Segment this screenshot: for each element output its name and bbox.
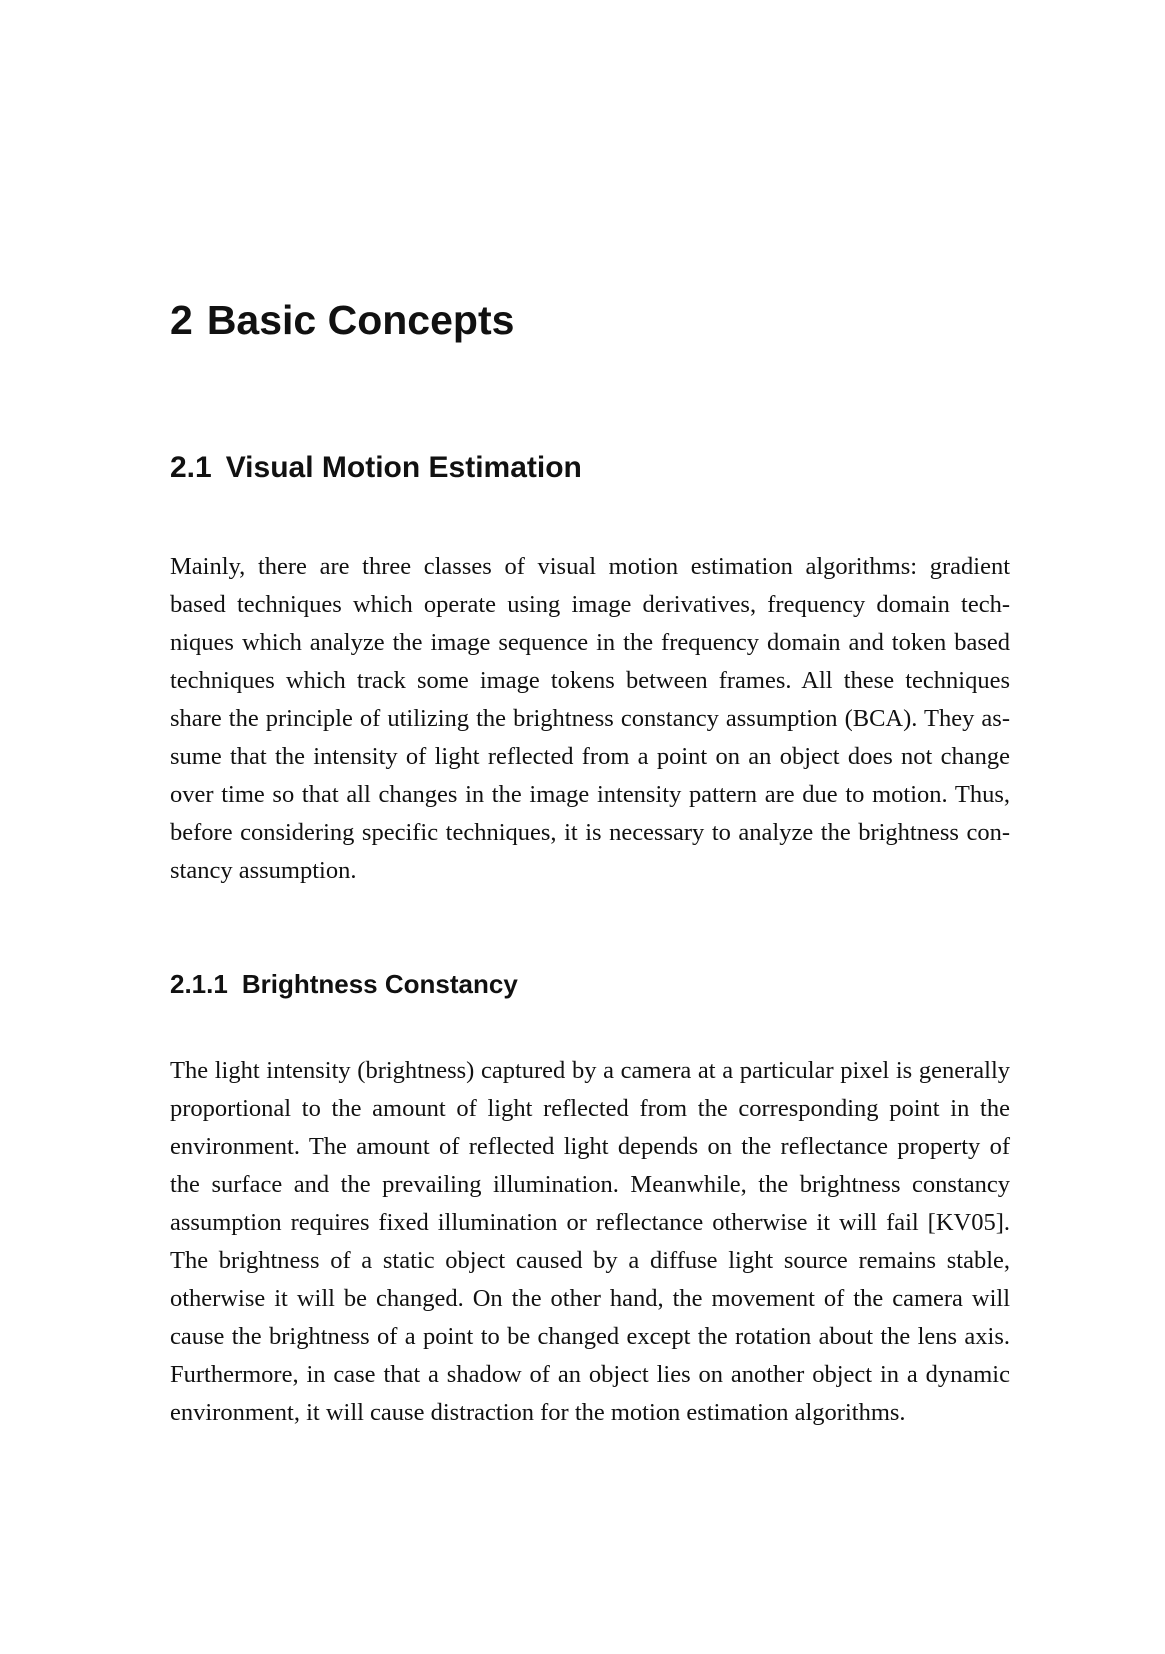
paragraph-brightness xyxy=(170,1052,1010,1432)
chapter-number: 2 xyxy=(170,297,193,343)
section-number: 2.1 xyxy=(170,451,212,484)
paragraph-line: based techniques which operate using image derivatives, frequency domain tech- xyxy=(170,591,1010,618)
paragraph-line: otherwise it will be changed. On the other hand, the movement of the camera will xyxy=(170,1285,1010,1312)
paragraph-line: Mainly, there are three classes of visual motion estimation algorithms: gradient xyxy=(170,553,1010,580)
section-heading xyxy=(170,448,582,488)
section-title-text: Visual Motion Estimation xyxy=(225,451,582,484)
paragraph-line: proportional to the amount of light reflected from the corresponding point in the xyxy=(170,1095,1010,1122)
paragraph-line: techniques which track some image tokens between frames. All these techniques xyxy=(170,667,1010,694)
paragraph-line: The brightness of a static object caused by a diffuse light source remains stable, xyxy=(170,1247,1010,1274)
paragraph-line: The light intensity (brightness) captured by a camera at a particular pixel is generally xyxy=(170,1057,1010,1084)
chapter-title-text: Basic Concepts xyxy=(206,297,515,343)
paragraph-line: before considering specific techniques, it is necessary to analyze the brightness con- xyxy=(170,819,1010,846)
paragraph-line: sume that the intensity of light reflected from a point on an object does not change xyxy=(170,743,1010,770)
paragraph-line: environment. The amount of reflected light depends on the reflectance property of xyxy=(170,1133,1010,1160)
paragraph-line: the surface and the prevailing illumination. Meanwhile, the brightness constancy xyxy=(170,1171,1010,1198)
paragraph-line: Furthermore, in case that a shadow of an object lies on another object in a dynamic xyxy=(170,1361,1010,1388)
subsection-heading xyxy=(170,966,518,1002)
paragraph-line: niques which analyze the image sequence in the frequency domain and token based xyxy=(170,629,1010,656)
paragraph-line: stancy assumption. xyxy=(170,857,357,884)
subsection-number: 2.1.1 xyxy=(170,969,228,999)
paragraph-line: share the principle of utilizing the brightness constancy assumption (BCA). They as- xyxy=(170,705,1010,732)
paragraph-intro xyxy=(170,548,1010,890)
paragraph-line: environment, it will cause distraction for the motion estimation algorithms. xyxy=(170,1399,906,1426)
chapter-heading xyxy=(170,292,514,348)
paragraph-line: assumption requires fixed illumination or reflectance otherwise it will fail [KV05]. xyxy=(170,1209,1010,1236)
paragraph-line: cause the brightness of a point to be changed except the rotation about the lens axis. xyxy=(170,1323,1010,1350)
subsection-title-text: Brightness Constancy xyxy=(241,969,518,999)
paragraph-line: over time so that all changes in the image intensity pattern are due to motion. Thus, xyxy=(170,781,1010,808)
